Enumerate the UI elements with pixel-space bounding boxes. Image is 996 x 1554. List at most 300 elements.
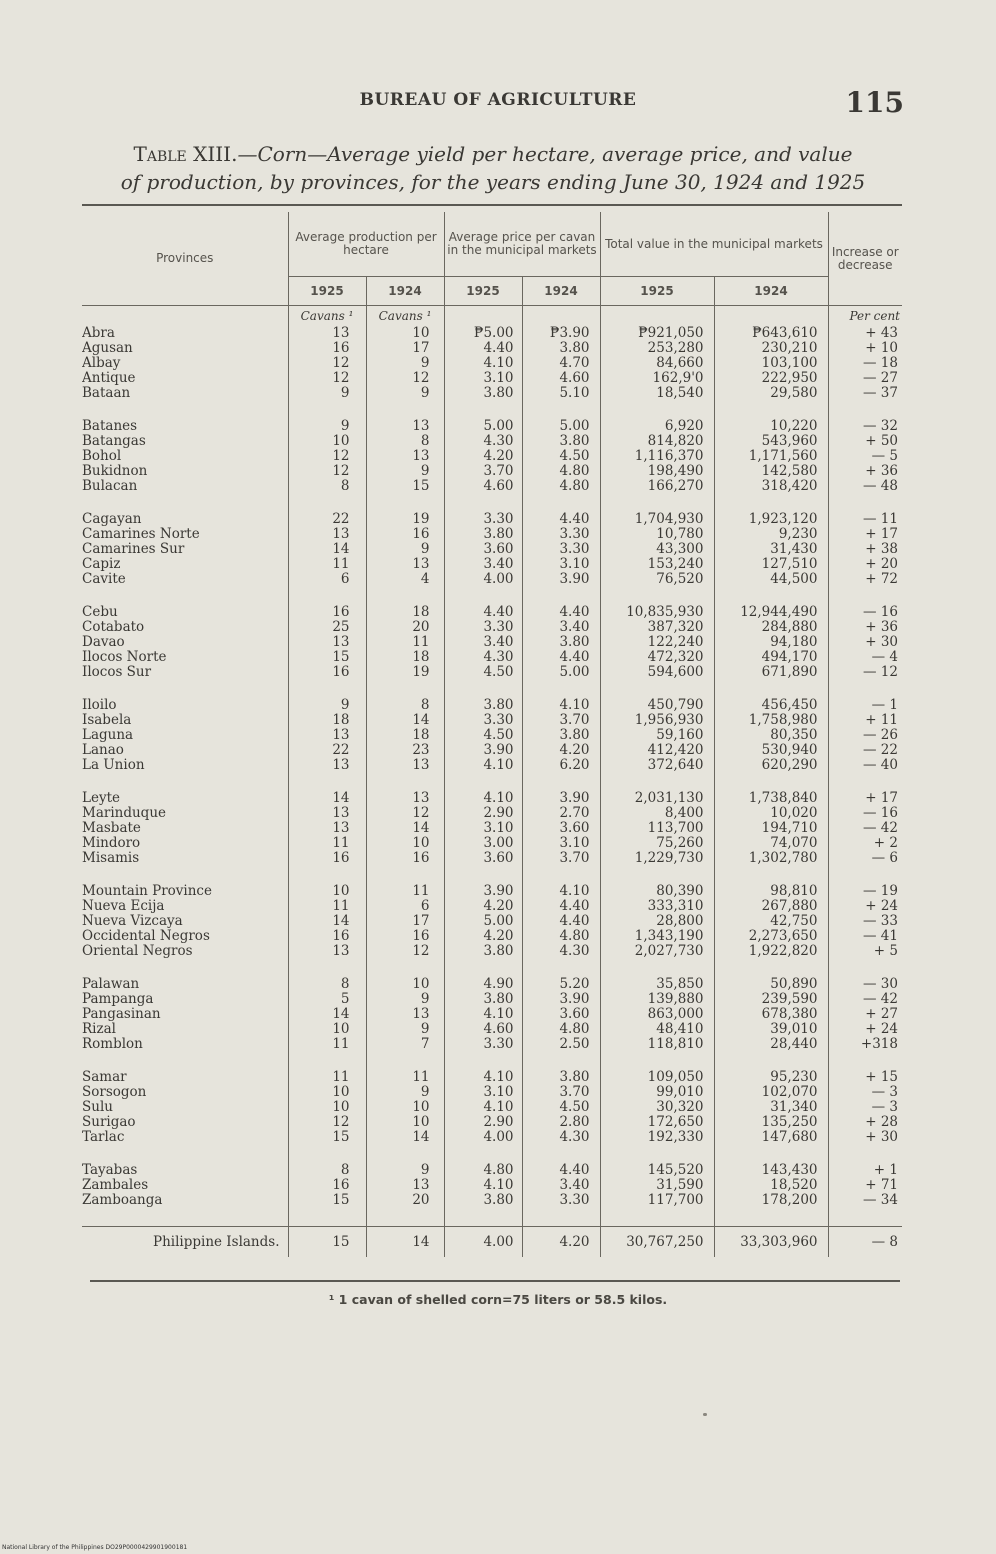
production-1925: 9 (288, 386, 366, 401)
production-1924: 4 (366, 572, 444, 587)
percent-change: — 42 (828, 821, 902, 836)
province-name: Iloilo (82, 698, 117, 713)
price-1924: 4.40 (522, 899, 600, 914)
price-1925: 3.60 (444, 542, 522, 557)
percent-change: — 1 (828, 698, 902, 713)
price-1925: 3.80 (444, 698, 522, 713)
total-row (82, 1227, 902, 1258)
production-1925: 13 (288, 758, 366, 773)
value-1924: 28,440 (714, 1037, 828, 1052)
group-spacer (82, 1052, 902, 1070)
value-1925: 863,000 (600, 1007, 714, 1022)
value-1924: 12,944,490 (714, 605, 828, 620)
price-1925: 5.00 (444, 419, 522, 434)
production-1924: 18 (366, 650, 444, 665)
production-1925: 16 (288, 929, 366, 944)
value-1924: 267,880 (714, 899, 828, 914)
value-1924: 530,940 (714, 743, 828, 758)
value-1925: 6,920 (600, 419, 714, 434)
table-row (82, 1007, 902, 1022)
production-1924: 13 (366, 557, 444, 572)
production-1924: 9 (366, 464, 444, 479)
value-1924: 543,960 (714, 434, 828, 449)
table-row (82, 1130, 902, 1145)
production-1924: 14 (366, 821, 444, 836)
header-price-1924: 1924 (522, 277, 600, 306)
table-row (82, 977, 902, 992)
value-1924: 102,070 (714, 1085, 828, 1100)
price-1925: 4.30 (444, 650, 522, 665)
percent-change: — 12 (828, 665, 902, 680)
table-row (82, 527, 902, 542)
production-1924: 9 (366, 1163, 444, 1178)
production-1924: 10 (366, 326, 444, 341)
production-1925: 9 (288, 419, 366, 434)
value-1925: 333,310 (600, 899, 714, 914)
province-name: Bataan (82, 386, 131, 401)
table-row (82, 728, 902, 743)
price-1925: 3.10 (444, 1085, 522, 1100)
price-1925: 3.60 (444, 851, 522, 866)
price-1925: 4.80 (444, 1163, 522, 1178)
price-1925: 4.90 (444, 977, 522, 992)
province-name: Pangasinan (82, 1007, 161, 1022)
table-row (82, 806, 902, 821)
price-1924: 3.70 (522, 713, 600, 728)
production-1925: 25 (288, 620, 366, 635)
price-1924: 3.40 (522, 620, 600, 635)
value-1924: 94,180 (714, 635, 828, 650)
value-1925: 113,700 (600, 821, 714, 836)
price-1924: 4.40 (522, 512, 600, 527)
percent-change: + 50 (828, 434, 902, 449)
province-name: Bohol (82, 449, 122, 464)
production-1925: 15 (288, 1227, 366, 1258)
production-1924: 9 (366, 542, 444, 557)
production-1925: 12 (288, 1115, 366, 1130)
table-row (82, 944, 902, 959)
value-1924: 178,200 (714, 1193, 828, 1208)
price-1924: 4.50 (522, 449, 600, 464)
value-1925: 162,9'0 (600, 371, 714, 386)
percent-change: + 2 (828, 836, 902, 851)
group-spacer (82, 1208, 902, 1227)
table-bottom-rule (90, 1280, 900, 1282)
production-1924: 16 (366, 929, 444, 944)
value-1924: 50,890 (714, 977, 828, 992)
value-1924: 80,350 (714, 728, 828, 743)
price-1925: 3.30 (444, 512, 522, 527)
table-row (82, 356, 902, 371)
production-1924: 14 (366, 1227, 444, 1258)
value-1925: 1,704,930 (600, 512, 714, 527)
group-spacer (82, 959, 902, 977)
value-1924: 135,250 (714, 1115, 828, 1130)
price-1925: 2.90 (444, 1115, 522, 1130)
speck-mark (703, 1413, 707, 1416)
price-1924: 5.10 (522, 386, 600, 401)
price-1925: 4.10 (444, 1100, 522, 1115)
value-1924: 1,758,980 (714, 713, 828, 728)
production-1924: 16 (366, 527, 444, 542)
production-1924: 13 (366, 758, 444, 773)
price-1924: 5.00 (522, 665, 600, 680)
table-row (82, 1193, 902, 1208)
production-1924: 9 (366, 1022, 444, 1037)
value-1925: 30,320 (600, 1100, 714, 1115)
production-1925: 11 (288, 899, 366, 914)
production-1925: 13 (288, 944, 366, 959)
group-spacer (82, 401, 902, 419)
province-name: Tayabas (82, 1163, 138, 1178)
value-1924: 230,210 (714, 341, 828, 356)
province-name: Samar (82, 1070, 127, 1085)
price-1925: 3.00 (444, 836, 522, 851)
production-1924: 9 (366, 1085, 444, 1100)
price-1924: 4.40 (522, 650, 600, 665)
value-1925: 118,810 (600, 1037, 714, 1052)
price-1925: 4.40 (444, 341, 522, 356)
production-1925: 13 (288, 527, 366, 542)
value-1924: 318,420 (714, 479, 828, 494)
production-1924: 10 (366, 836, 444, 851)
production-1925: 6 (288, 572, 366, 587)
table-row (82, 434, 902, 449)
price-1924: 4.20 (522, 743, 600, 758)
price-1925: 4.40 (444, 605, 522, 620)
table-row (82, 512, 902, 527)
production-1925: 14 (288, 542, 366, 557)
value-1925: 1,116,370 (600, 449, 714, 464)
value-1925: 145,520 (600, 1163, 714, 1178)
production-1925: 16 (288, 665, 366, 680)
price-1924: 4.10 (522, 698, 600, 713)
archive-stamp: National Library of the Philippines DO29P0000429901900181 (2, 1544, 188, 1551)
province-name: Abra (82, 326, 115, 341)
price-1924: 3.80 (522, 341, 600, 356)
value-1924: 33,303,960 (714, 1227, 828, 1258)
province-name: Cagayan (82, 512, 142, 527)
table-row (82, 929, 902, 944)
price-1925: 3.30 (444, 1037, 522, 1052)
price-1924: 4.80 (522, 479, 600, 494)
province-name: Albay (82, 356, 121, 371)
group-spacer (82, 587, 902, 605)
price-1924: 3.70 (522, 1085, 600, 1100)
value-1924: 98,810 (714, 884, 828, 899)
price-1925: 4.00 (444, 1130, 522, 1145)
value-1925: 31,590 (600, 1178, 714, 1193)
percent-change: — 27 (828, 371, 902, 386)
percent-change: — 3 (828, 1085, 902, 1100)
province-name: Marinduque (82, 806, 166, 821)
production-1924: 12 (366, 944, 444, 959)
price-1924: 3.60 (522, 821, 600, 836)
table-row (82, 1085, 902, 1100)
value-1924: 1,923,120 (714, 512, 828, 527)
province-name: Zambales (82, 1178, 149, 1193)
header-price-1925: 1925 (444, 277, 522, 306)
price-1924: 3.70 (522, 851, 600, 866)
percent-change: — 37 (828, 386, 902, 401)
value-1924: 142,580 (714, 464, 828, 479)
percent-change: + 20 (828, 557, 902, 572)
value-1924: 143,430 (714, 1163, 828, 1178)
table-row (82, 572, 902, 587)
header-production-1924: 1924 (366, 277, 444, 306)
value-1925: 1,229,730 (600, 851, 714, 866)
production-1924: 20 (366, 1193, 444, 1208)
price-1925: 3.80 (444, 992, 522, 1007)
table-top-rule (82, 204, 902, 206)
price-1925: ₱5.00 (444, 326, 522, 341)
production-1925: 12 (288, 356, 366, 371)
group-spacer (82, 1145, 902, 1163)
production-1925: 15 (288, 1130, 366, 1145)
price-1925: 3.10 (444, 371, 522, 386)
header-change: Increase or decrease (828, 212, 902, 306)
price-1925: 4.60 (444, 1022, 522, 1037)
province-name: Cebu (82, 605, 118, 620)
price-1925: 4.10 (444, 791, 522, 806)
value-1924: 103,100 (714, 356, 828, 371)
table-row (82, 791, 902, 806)
unit-percent: Per cent (828, 306, 902, 327)
price-1924: 3.80 (522, 1070, 600, 1085)
value-1924: 678,380 (714, 1007, 828, 1022)
percent-change: + 24 (828, 899, 902, 914)
production-1924: 12 (366, 806, 444, 821)
header-value-1924: 1924 (714, 277, 828, 306)
percent-change: — 40 (828, 758, 902, 773)
value-1925: 1,956,930 (600, 713, 714, 728)
production-1924: 19 (366, 665, 444, 680)
value-1924: 42,750 (714, 914, 828, 929)
province-name: Ilocos Norte (82, 650, 167, 665)
percent-change: + 28 (828, 1115, 902, 1130)
value-1925: ₱921,050 (600, 326, 714, 341)
price-1924: 4.40 (522, 605, 600, 620)
province-name: Davao (82, 635, 125, 650)
production-1925: 10 (288, 1085, 366, 1100)
table-row (82, 542, 902, 557)
table-row (82, 821, 902, 836)
price-1924: 2.70 (522, 806, 600, 821)
province-name: Nueva Vizcaya (82, 914, 183, 929)
province-name: Pampanga (82, 992, 154, 1007)
price-1925: 2.90 (444, 806, 522, 821)
production-1925: 11 (288, 557, 366, 572)
percent-change: + 1 (828, 1163, 902, 1178)
table-row (82, 914, 902, 929)
production-1925: 11 (288, 1037, 366, 1052)
caption-lead: Table XIII. (133, 142, 238, 166)
price-1925: 3.90 (444, 743, 522, 758)
price-1924: 4.80 (522, 1022, 600, 1037)
production-1925: 13 (288, 635, 366, 650)
price-1924: 6.20 (522, 758, 600, 773)
price-1924: 4.30 (522, 944, 600, 959)
production-1924: 12 (366, 371, 444, 386)
table-header-row (82, 212, 902, 277)
production-1925: 14 (288, 1007, 366, 1022)
production-1924: 8 (366, 434, 444, 449)
production-1924: 16 (366, 851, 444, 866)
production-1925: 16 (288, 605, 366, 620)
province-name: Rizal (82, 1022, 116, 1037)
province-name: Capiz (82, 557, 121, 572)
value-1925: 166,270 (600, 479, 714, 494)
province-name: Palawan (82, 977, 140, 992)
table-row (82, 371, 902, 386)
table-row (82, 635, 902, 650)
price-1924: 3.30 (522, 542, 600, 557)
percent-change: — 16 (828, 605, 902, 620)
production-1925: 10 (288, 884, 366, 899)
production-1924: 11 (366, 635, 444, 650)
percent-change: — 11 (828, 512, 902, 527)
value-1924: 31,340 (714, 1100, 828, 1115)
value-1925: 122,240 (600, 635, 714, 650)
value-1924: 456,450 (714, 698, 828, 713)
province-name: Philippine Islands. (82, 1227, 288, 1258)
price-1924: 4.20 (522, 1227, 600, 1258)
value-1925: 472,320 (600, 650, 714, 665)
production-1925: 8 (288, 977, 366, 992)
value-1924: 1,302,780 (714, 851, 828, 866)
province-name: Camarines Norte (82, 527, 200, 542)
value-1925: 253,280 (600, 341, 714, 356)
production-1924: 9 (366, 992, 444, 1007)
percent-change: — 33 (828, 914, 902, 929)
value-1925: 139,880 (600, 992, 714, 1007)
units-row (82, 306, 902, 327)
production-1924: 18 (366, 728, 444, 743)
value-1924: 147,680 (714, 1130, 828, 1145)
table-row (82, 713, 902, 728)
price-1924: 4.30 (522, 1130, 600, 1145)
value-1925: 59,160 (600, 728, 714, 743)
production-1925: 8 (288, 479, 366, 494)
province-name: Romblon (82, 1037, 143, 1052)
price-1924: 4.80 (522, 929, 600, 944)
running-title: BUREAU OF AGRICULTURE (359, 90, 637, 110)
price-1925: 4.00 (444, 572, 522, 587)
production-1924: 6 (366, 899, 444, 914)
percent-change: — 19 (828, 884, 902, 899)
table-row (82, 851, 902, 866)
percent-change: — 3 (828, 1100, 902, 1115)
percent-change: + 30 (828, 635, 902, 650)
province-name: Antique (82, 371, 136, 386)
table-row (82, 1115, 902, 1130)
province-name: Sulu (82, 1100, 113, 1115)
production-1924: 14 (366, 1130, 444, 1145)
percent-change: + 15 (828, 1070, 902, 1085)
price-1924: 5.00 (522, 419, 600, 434)
province-name: Isabela (82, 713, 132, 728)
header-value-1925: 1925 (600, 277, 714, 306)
percent-change: + 24 (828, 1022, 902, 1037)
value-1924: 494,170 (714, 650, 828, 665)
table-row (82, 836, 902, 851)
header-production-group: Average production per hectare (288, 212, 444, 277)
production-1925: 10 (288, 1022, 366, 1037)
production-1924: 17 (366, 341, 444, 356)
value-1925: 198,490 (600, 464, 714, 479)
table-row (82, 1100, 902, 1115)
price-1924: 2.80 (522, 1115, 600, 1130)
production-1924: 18 (366, 605, 444, 620)
percent-change: — 6 (828, 851, 902, 866)
price-1924: 3.90 (522, 992, 600, 1007)
price-1924: 3.10 (522, 557, 600, 572)
percent-change: + 71 (828, 1178, 902, 1193)
production-1925: 10 (288, 1100, 366, 1115)
value-1925: 8,400 (600, 806, 714, 821)
production-1925: 10 (288, 434, 366, 449)
province-name: La Union (82, 758, 145, 773)
production-1924: 13 (366, 1178, 444, 1193)
production-1925: 16 (288, 341, 366, 356)
province-name: Misamis (82, 851, 140, 866)
production-1924: 20 (366, 620, 444, 635)
province-name: Occidental Negros (82, 929, 210, 944)
value-1924: 29,580 (714, 386, 828, 401)
price-1925: 4.10 (444, 758, 522, 773)
province-name: Bulacan (82, 479, 138, 494)
price-1924: 3.40 (522, 1178, 600, 1193)
production-1924: 11 (366, 884, 444, 899)
value-1924: 194,710 (714, 821, 828, 836)
footnote: ¹ 1 cavan of shelled corn=75 liters or 58.5 kilos. (328, 1292, 668, 1307)
table-row (82, 1037, 902, 1052)
table-row (82, 620, 902, 635)
percent-change: — 22 (828, 743, 902, 758)
production-1925: 18 (288, 713, 366, 728)
province-name: Masbate (82, 821, 141, 836)
production-1925: 13 (288, 821, 366, 836)
percent-change: — 32 (828, 419, 902, 434)
production-1925: 14 (288, 791, 366, 806)
table-row (82, 1178, 902, 1193)
group-spacer (82, 773, 902, 791)
production-1925: 15 (288, 1193, 366, 1208)
province-name: Lanao (82, 743, 124, 758)
price-1925: 3.10 (444, 821, 522, 836)
value-1924: 620,290 (714, 758, 828, 773)
value-1924: 31,430 (714, 542, 828, 557)
value-1924: 2,273,650 (714, 929, 828, 944)
value-1924: 127,510 (714, 557, 828, 572)
province-name: Bukidnon (82, 464, 148, 479)
percent-change: — 26 (828, 728, 902, 743)
production-1925: 11 (288, 836, 366, 851)
value-1925: 387,320 (600, 620, 714, 635)
table-row (82, 665, 902, 680)
price-1925: 4.50 (444, 728, 522, 743)
price-1925: 3.30 (444, 620, 522, 635)
value-1925: 117,700 (600, 1193, 714, 1208)
value-1924: 18,520 (714, 1178, 828, 1193)
percent-change: + 17 (828, 527, 902, 542)
table-row (82, 698, 902, 713)
production-1924: 13 (366, 419, 444, 434)
percent-change: + 10 (828, 341, 902, 356)
production-1925: 14 (288, 914, 366, 929)
group-spacer (82, 680, 902, 698)
province-name: Surigao (82, 1115, 136, 1130)
